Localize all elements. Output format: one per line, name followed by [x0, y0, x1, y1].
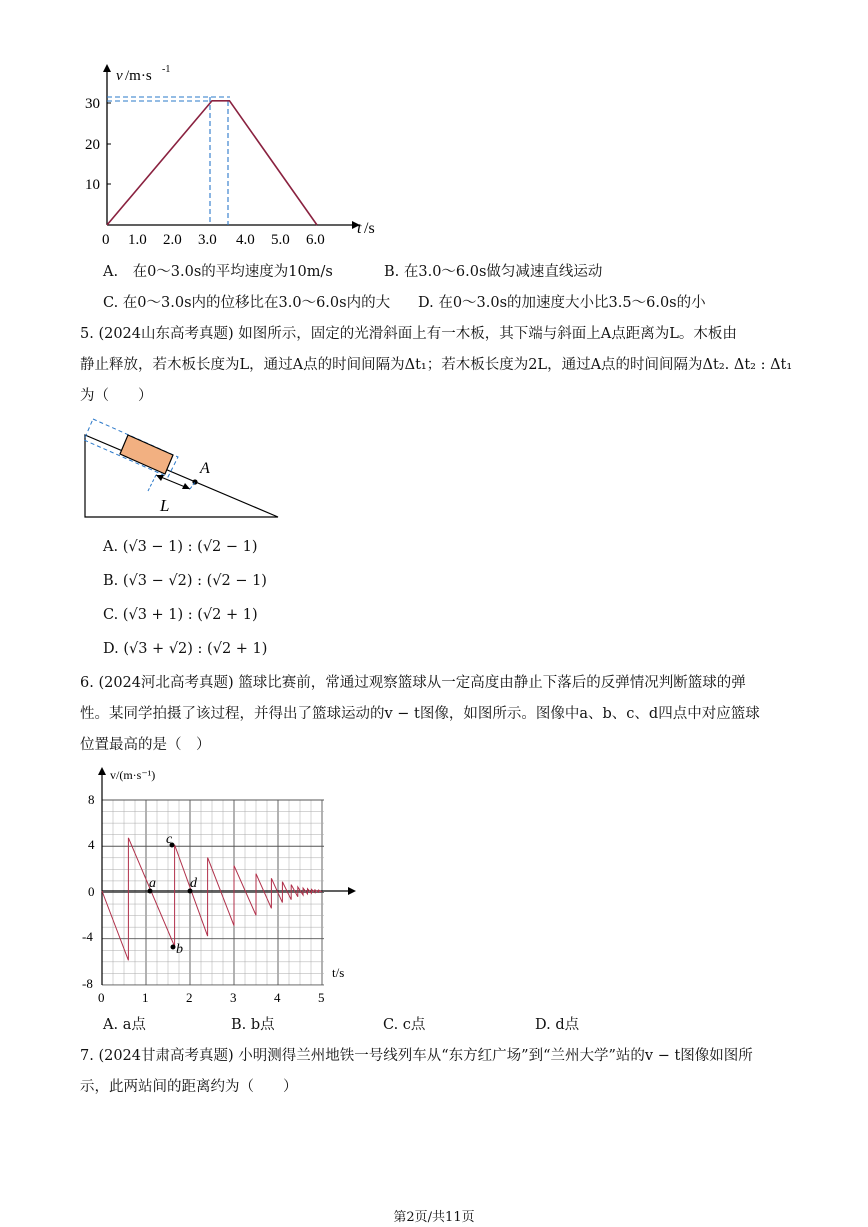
chart2-ylabel: v/(m·s⁻¹) [110, 768, 156, 782]
chart2-ytick: -4 [82, 929, 93, 944]
chart2-ytick: 4 [88, 837, 95, 852]
chart1-xlabel-t: t [357, 220, 362, 237]
q5-stem-line2: 静止释放，若木板长度为L，通过A点的时间间隔为Δt₁；若木板长度为2L，通过A点的时间间隔为Δt₂. Δt₂ : Δt₁ [80, 357, 793, 373]
q5-option-a[interactable]: A. (√3 − 1) : (√2 − 1) [103, 539, 258, 555]
q7-stem-line2: 示，此两站间的距离约为（ ） [80, 1079, 298, 1095]
point-d-label: d [190, 876, 197, 891]
chart1-xtick: 0 [102, 232, 110, 248]
chart1-ylabel-v: v [116, 68, 123, 84]
chart1-xtick: 6.0 [306, 232, 325, 248]
chart2-xtick: 5 [318, 990, 325, 1005]
chart1-guides [107, 97, 230, 225]
chart1-xlabel-unit: /s [364, 220, 375, 237]
fig-label-a: A [200, 460, 210, 477]
q6-option-d[interactable]: D. d点 [535, 1017, 580, 1033]
point-b-dot [171, 945, 176, 950]
vt-chart-1 [80, 60, 390, 255]
chart1-series-line [107, 101, 317, 225]
chart2-ytick: 0 [88, 884, 95, 899]
point-a-label: a [149, 876, 156, 891]
fig-label-l: L [160, 496, 170, 515]
q6-option-b[interactable]: B. b点 [231, 1017, 275, 1033]
chart1-ytick: 30 [85, 96, 100, 112]
q7-stem-line1: 7. (2024甘肃高考真题) 小明测得兰州地铁一号线列车从“东方红广场”到“兰州大学”站的v − t图像如图所 [80, 1048, 753, 1064]
q5-option-c[interactable]: C. (√3 + 1) : (√2 + 1) [103, 607, 258, 623]
chart2-xtick: 3 [230, 990, 237, 1005]
chart2-xlabel: t/s [332, 965, 345, 980]
chart2-xtick: 2 [186, 990, 193, 1005]
chart1-xtick: 4.0 [236, 232, 255, 248]
chart1-xtick: 3.0 [198, 232, 217, 248]
vt-chart-2 [80, 765, 370, 1005]
q5-stem-line3: 为（ ） [80, 388, 153, 404]
point-b-label: b [176, 942, 183, 957]
q6-option-a[interactable]: A. a点 [103, 1017, 146, 1033]
chart2-xtick: 0 [98, 990, 105, 1005]
chart1-ytick: 20 [85, 137, 100, 153]
q6-stem-line1: 6. (2024河北高考真题) 篮球比赛前，常通过观察篮球从一定高度由静止下落后的反弹情况判断篮球的弹 [80, 675, 746, 691]
incline-figure [80, 415, 285, 525]
q4-option-b[interactable]: B. 在3.0～6.0s做匀减速直线运动 [384, 264, 603, 280]
q5-option-b[interactable]: B. (√3 − √2) : (√2 − 1) [103, 573, 267, 589]
q5-stem-line1: 5. (2024山东高考真题) 如图所示，固定的光滑斜面上有一木板，其下端与斜面上A点距离为L。木板由 [80, 326, 737, 342]
q4-option-d[interactable]: D. 在0～3.0s的加速度大小比3.5～6.0s的小 [418, 295, 706, 311]
q6-stem-line3: 位置最高的是（ ） [80, 737, 211, 753]
chart2-xtick: 1 [142, 990, 149, 1005]
chart1-xtick: 1.0 [128, 232, 147, 248]
q4-option-c[interactable]: C. 在0～3.0s内的位移比在3.0～6.0s内的大 [103, 295, 391, 311]
incline-slope [85, 435, 278, 517]
chart1-ytick: 10 [85, 177, 100, 193]
chart1-ylabel-exp: -1 [162, 64, 171, 75]
chart1-xtick: 5.0 [271, 232, 290, 248]
page-footer: 第2页/共11页 [393, 1210, 475, 1225]
chart2-ytick: -8 [82, 976, 93, 991]
chart1-ylabel-unit: /m·s [125, 68, 152, 84]
chart2-xtick: 4 [274, 990, 281, 1005]
q6-option-c[interactable]: C. c点 [383, 1017, 426, 1033]
chart2-ytick: 8 [88, 792, 95, 807]
chart1-xtick: 2.0 [163, 232, 182, 248]
q4-option-a[interactable]: A. 在0～3.0s的平均速度为10m/s [103, 264, 333, 280]
q5-option-d[interactable]: D. (√3 + √2) : (√2 + 1) [103, 641, 268, 657]
q6-stem-line2: 性。某同学拍摄了该过程，并得出了篮球运动的v − t图像，如图所示。图像中a、b、c、d四点中对应篮球 [80, 706, 760, 722]
point-c-label: c [166, 832, 173, 847]
